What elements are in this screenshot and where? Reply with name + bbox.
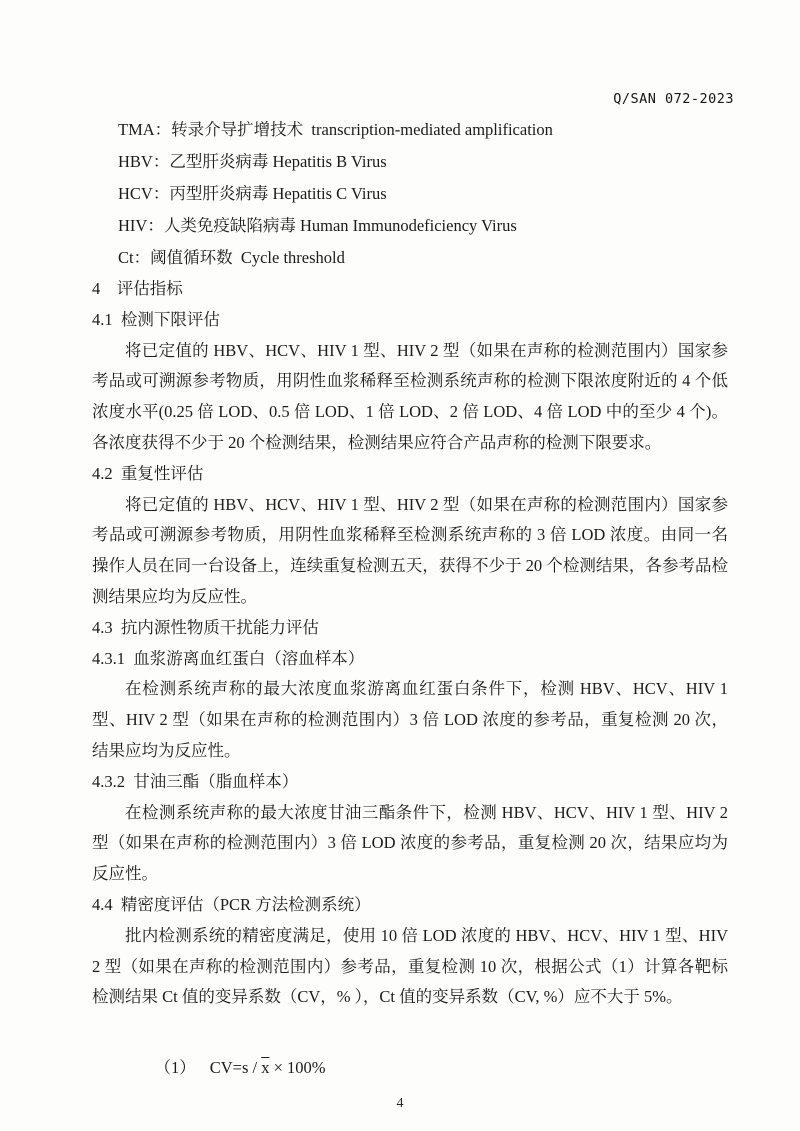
definition-ct: Ct：阈值循环数 Cycle threshold [118,248,345,267]
section-heading-4-4: 4.4 精密度评估（PCR 方法检测系统） [92,894,371,914]
section-heading-4-3-2: 4.3.2 甘油三酯（脂血样本） [92,771,299,791]
formula-rhs: × 100% [269,1057,326,1077]
page-number: 4 [396,1096,404,1111]
section-heading-4-1: 4.1 检测下限评估 [92,309,220,329]
paragraph-4-2: 将已定值的 HBV、HCV、HIV 1 型、HIV 2 型（如果在声称的检测范围内）国家参考品或可溯源参考物质，用阴性血浆稀释至检测系统声称的 3 倍 LOD 浓度。由同一名操作人员在同一台设备上，连续重复检测五天，获得不少于 20 个检测结果，各参考品检测结果应均为反应性。 [92,494,728,606]
formula-number: （1） [154,1057,196,1077]
section-heading-4-2: 4.2 重复性评估 [92,463,204,483]
abbreviation-definitions [118,114,728,274]
document-code-header: Q/SAN 072-2023 [613,91,734,107]
definition-hiv: HIV：人类免疫缺陷病毒 Human Immunodeficiency Virus [118,216,517,235]
section-heading-4-3-1: 4.3.1 血浆游离血红蛋白（溶血样本） [92,648,365,668]
section-heading-4: 4 评估指标 [92,279,183,298]
definition-hbv: HBV：乙型肝炎病毒 Hepatitis B Virus [118,152,387,171]
definition-hcv: HCV：丙型肝炎病毒 Hepatitis C Virus [118,184,387,203]
page-content [92,114,728,1115]
definition-tma: TMA：转录介导扩增技术 transcription-mediated amplification [118,120,553,139]
formula-lhs: CV=s / [209,1057,262,1077]
paragraph-4-4: 批内检测系统的精密度满足，使用 10 倍 LOD 浓度的 HBV、HCV、HIV 1 型、HIV 2 型（如果在声称的检测范围内）参考品，重复检测 10 次，根据公式（1）计算各靶标检测结果 Ct 值的变异系数（CV，% ），Ct 值的变异系数（CV, %）应不大于 5%。 [92,925,728,1007]
paragraph-4-3-1: 在检测系统声称的最大浓度血浆游离血红蛋白条件下，检测 HBV、HCV、HIV 1 型、HIV 2 型（如果在声称的检测范围内）3 倍 LOD 浓度的参考品，重复检测 20 次，结果应均为反应性。 [92,679,728,760]
paragraph-4-3-2: 在检测系统声称的最大浓度甘油三酯条件下，检测 HBV、HCV、HIV 1 型、HIV 2 型（如果在声称的检测范围内）3 倍 LOD 浓度的参考品，重复检测 20 次，结果应均为反应性。 [92,802,728,884]
formula-xbar: $\overline{x}$ [261,1057,270,1077]
section-heading-4-3: 4.3 抗内源性物质干扰能力评估 [92,617,319,637]
paragraph-4-1: 将已定值的 HBV、HCV、HIV 1 型、HIV 2 型（如果在声称的检测范围内）国家参考品或可溯源参考物质，用阴性血浆稀释至检测系统声称的检测下限浓度附近的 4 个低浓度水平(0.25 倍 LOD、0.5 倍 LOD、1 倍 LOD、2 倍 LOD、4 倍 LOD 中的至少 4 个)。各浓度获得不少于 20 个检测结果，检测结果应符合产品声称的检测下限要求。 [92,340,729,452]
